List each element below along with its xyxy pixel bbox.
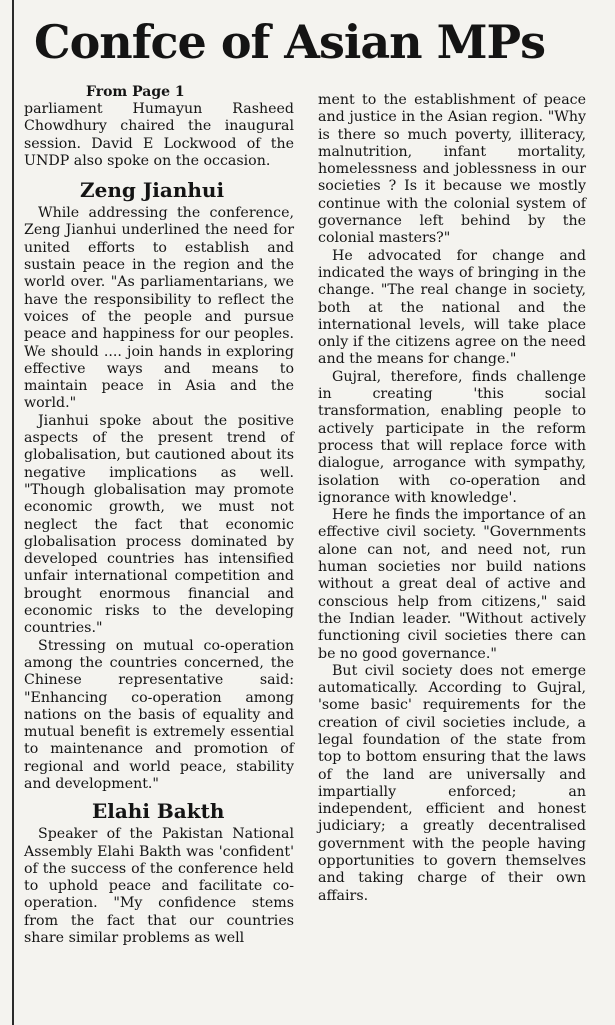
- paragraph: But civil society does not emerge automatically. According to Gujral, 'some basic' requirements for the creation of civil societies include, a legal foundation of the state from top to bottom ensuring that the laws of the land are universally and impartially enforced; an independent, efficient and honest judiciary; a greatly decentralised government with the people having opportunities to govern themselves and taking charge of their own affairs.: [318, 662, 586, 904]
- paragraph: Speaker of the Pakistan National Assembly Elahi Bakth was 'confident' of the success of the conference held to uphold peace and facilitate co-operation. "My confidence stems from the fact that our countries share similar problems as well: [24, 826, 294, 947]
- paragraph: Jianhui spoke about the positive aspects of the present trend of globalisation, but cautioned about its negative implications as well. "Though globalisation may promote economic growth, we must not neglect the fact that economic globalisation process dominated by developed countries has intensified unfair international competition and brought enormous financial and economic risks to the developing countries.": [24, 412, 294, 637]
- subheading: Elahi Bakth: [92, 799, 225, 824]
- headline: Confce of Asian MPs: [34, 15, 546, 69]
- paragraph: parliament Humayun Rasheed Chowdhury chaired the inaugural session. David E Lockwood of the UNDP also spoke on the occasion.: [24, 101, 294, 169]
- article-column-right: [318, 92, 586, 905]
- continuation-label: From Page 1: [86, 84, 185, 100]
- paragraph: Here he finds the importance of an effective civil society. "Governments alone can not, and need not, run human societies nor build nations without a great deal of active and conscious help from citizens," said the Indian leader. "Without actively functioning civil societies there can be no good governance.": [318, 507, 586, 662]
- column-rule: [12, 0, 14, 1025]
- paragraph: Gujral, therefore, finds challenge in creating 'this social transformation, enabling people to actively participate in the reform process that will replace force with dialogue, arrogance with sympathy, isolation with co-operation and ignorance with knowledge'.: [318, 368, 586, 506]
- paragraph: Stressing on mutual co-operation among the countries concerned, the Chinese representative said: "Enhancing co-operation among nations on the basis of equality and mutual benefit is extremely essential to maintenance and promotion of regional and world peace, stability and development.": [24, 637, 294, 792]
- article-column-left: [24, 84, 294, 947]
- paragraph: He advocated for change and indicated the ways of bringing in the change. "The real change in society, both at the national and the international levels, will take place only if the citizens agree on the need and the means for change.": [318, 247, 586, 368]
- paragraph: While addressing the conference, Zeng Jianhui underlined the need for united efforts to establish and sustain peace in the region and the world over. "As parliamentarians, we have the responsibility to reflect the voices of the people and pursue peace and happiness for our peoples. We should .... join hands in exploring effective ways and means to maintain peace in Asia and the world.": [24, 205, 294, 412]
- paragraph: ment to the establishment of peace and justice in the Asian region. "Why is there so much poverty, illiteracy, malnutrition, infant mortality, homelessness and joblessness in our societies ? Is it because we mostly continue with the colonial system of governance left behind by the colonial masters?": [318, 92, 586, 247]
- subheading: Zeng Jianhui: [80, 178, 225, 203]
